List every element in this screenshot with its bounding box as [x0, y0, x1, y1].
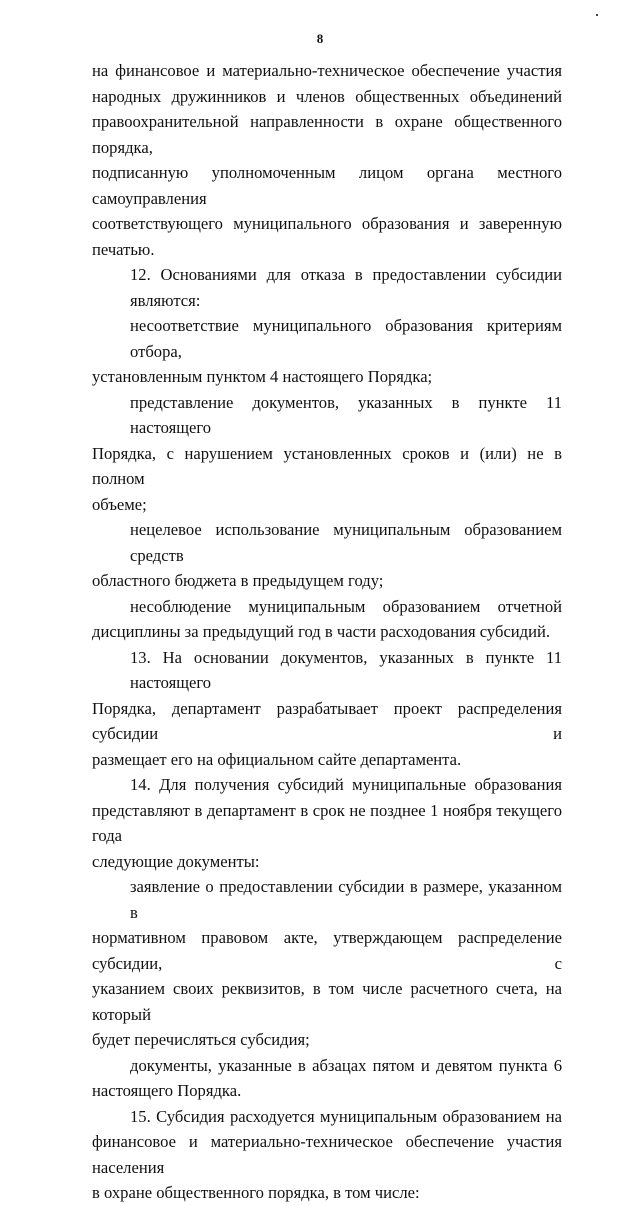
text-line: указанием своих реквизитов, в том числе расчетного счета, на который	[92, 979, 562, 1024]
text-line: областного бюджета в предыдущем году;	[92, 571, 384, 590]
text-line: 12. Основаниями для отказа в предоставлении субсидии являются:	[130, 265, 562, 310]
text-line: представляют в департамент в срок не позднее 1 ноября текущего года	[92, 800, 562, 845]
text-line: будет перечисляться субсидия;	[92, 1030, 310, 1049]
text-line: подписанную уполномоченным лицом органа местного самоуправления	[92, 163, 562, 208]
scan-speck	[596, 14, 598, 16]
text-line: представление документов, указанных в пункте 11 настоящего	[130, 392, 562, 437]
text-line: финансовое и материально-техническое обеспечение участия населения	[92, 1132, 562, 1177]
text-line: Порядка, с нарушением установленных сроков и (или) не в полном	[92, 443, 562, 488]
text-line: дисциплины за предыдущий год в части расходования субсидий.	[92, 622, 551, 641]
text-line: документы, указанные в абзацах пятом и девятом пункта 6	[130, 1055, 562, 1075]
page-number: 8	[316, 31, 324, 46]
text-line: несоблюдение муниципальным образованием отчетной	[130, 596, 562, 616]
paragraph	[92, 313, 562, 390]
text-line: объеме;	[92, 494, 147, 514]
paragraph	[92, 874, 562, 1053]
text-line: соответствующего муниципального образования и заверенную печатью.	[92, 214, 562, 259]
paragraph	[92, 772, 562, 874]
paragraph	[92, 390, 562, 518]
paragraph	[92, 645, 562, 773]
document-body	[92, 58, 562, 1206]
text-line: в охране общественного порядка, в том числе:	[92, 1183, 420, 1202]
text-line: нормативном правовом акте, утверждающем распределение субсидии, с	[92, 928, 562, 973]
text-line: установленным пунктом 4 настоящего Порядка;	[92, 367, 433, 386]
text-line: следующие документы:	[92, 851, 260, 871]
text-line: 13. На основании документов, указанных в пункте 11 настоящего	[130, 647, 562, 692]
text-line: нецелевое использование муниципальным образованием средств	[130, 520, 562, 565]
text-line: 14. Для получения субсидий муниципальные образования	[130, 775, 562, 794]
paragraph	[92, 262, 562, 313]
text-line: на финансовое и материально-техническое обеспечение участия	[92, 61, 562, 80]
paragraph	[92, 1053, 562, 1104]
text-line: правоохранительной направленности в охране общественного порядка,	[92, 112, 562, 157]
paragraph	[92, 1104, 562, 1206]
paragraph	[92, 517, 562, 594]
paragraph	[92, 58, 562, 262]
text-line: несоответствие муниципального образования критериям отбора,	[130, 316, 562, 361]
paragraph	[92, 594, 562, 645]
text-line: настоящего Порядка.	[92, 1081, 242, 1100]
text-line: заявление о предоставлении субсидии в размере, указанном в	[130, 877, 562, 922]
text-line: Порядка, департамент разрабатывает проект распределения субсидии и	[92, 698, 562, 743]
text-line: народных дружинников и членов общественных объединений	[92, 86, 562, 106]
text-line: размещает его на официальном сайте департамента.	[92, 749, 462, 769]
text-line: 15. Субсидия расходуется муниципальным образованием на	[130, 1106, 562, 1126]
